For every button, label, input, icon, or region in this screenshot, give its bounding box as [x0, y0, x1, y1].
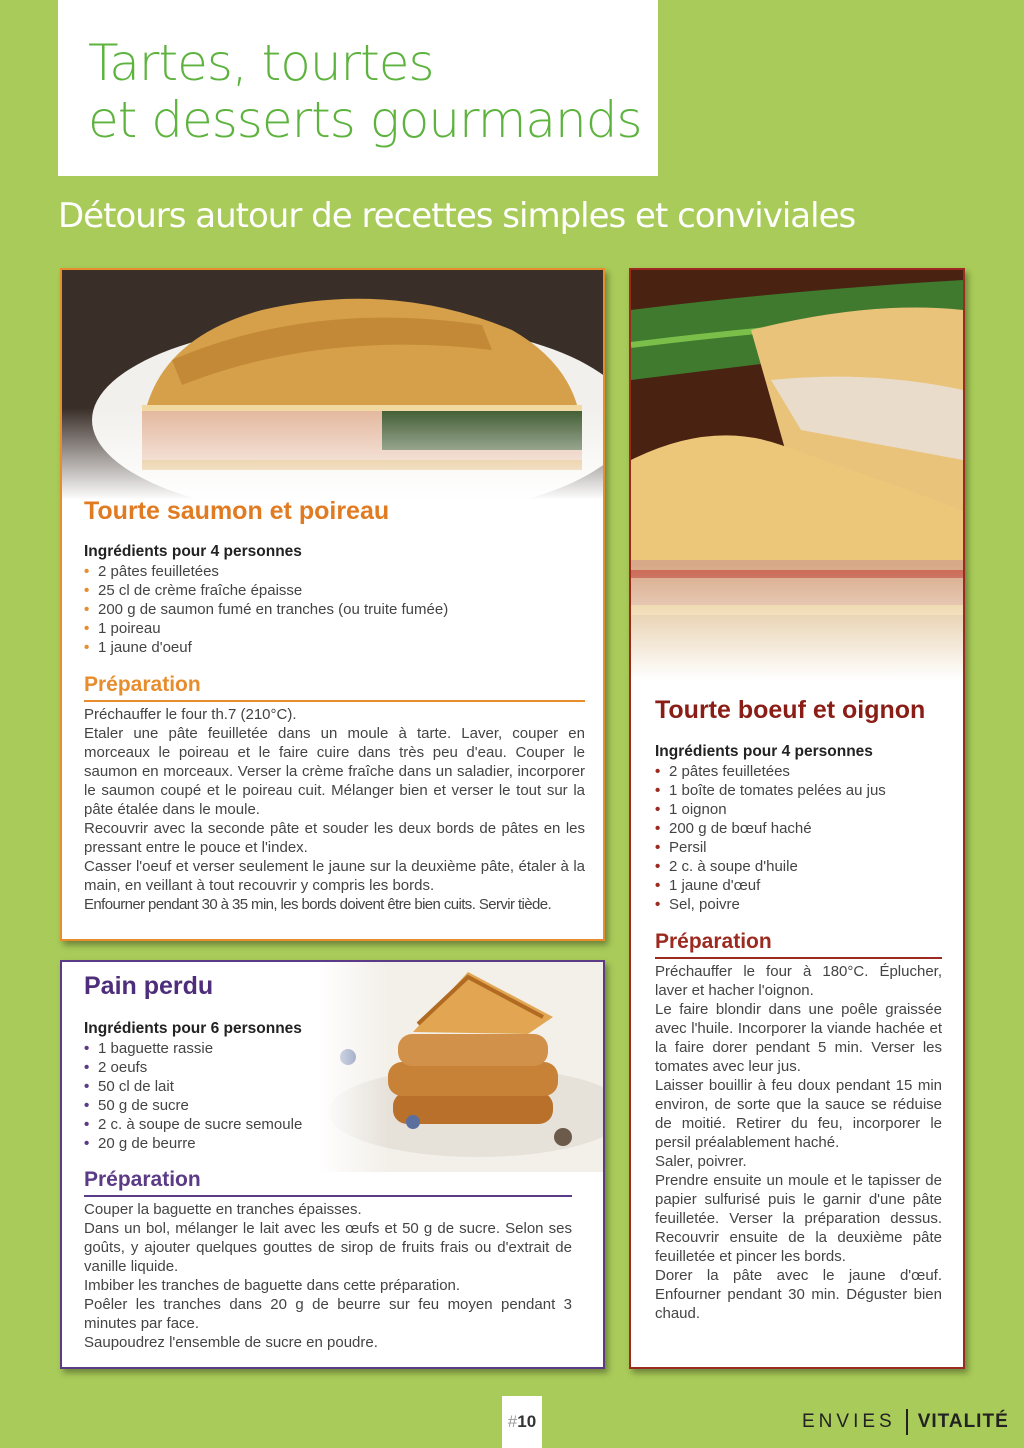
recipe-card-boeuf [629, 268, 965, 1369]
saumon-ingredients-list [84, 562, 448, 657]
brand-vitalite: VITALITÉ [917, 1411, 1009, 1433]
pain-preparation-title: Préparation [84, 1168, 201, 1191]
boeuf-prep-step: Préchauffer le four à 180°C. Éplucher, laver et hacher l'oignon. [655, 963, 942, 999]
brand-envies: ENVIES [802, 1411, 896, 1433]
saumon-prep-step: Casser l'oeuf et verser seulement le jaune sur la deuxième pâte, étaler à la main, en veillant à tout recouvrir y compris les bords. [84, 858, 585, 894]
list-item: • 2 pâtes feuilletées [655, 763, 790, 780]
pain-prep-step: Dans un bol, mélanger le lait avec les œufs et 50 g de sucre. Selon ses goûts, y ajouter quelques gouttes de sirop de fruits frais ou d'extrait de vanille liquide. [84, 1220, 572, 1275]
boeuf-prep-step: Dorer la pâte avec le jaune d'œuf. Enfourner pendant 30 min. Déguster bien chaud. [655, 1267, 942, 1322]
list-item: • 200 g de bœuf haché [655, 820, 812, 837]
pain-recipe-title: Pain perdu [84, 972, 214, 1000]
pain-prep-step: Couper la baguette en tranches épaisses. [84, 1201, 362, 1218]
pain-perdu-photo [318, 962, 603, 1172]
pain-prep-step: Saupoudrez l'ensemble de sucre en poudre. [84, 1334, 378, 1351]
saumon-preparation-text [84, 705, 585, 914]
list-item: • 1 oignon [655, 801, 727, 818]
pain-ingredients-list [84, 1039, 302, 1153]
saumon-prep-step: Préchauffer le four th.7 (210°C). [84, 706, 297, 723]
pain-preparation-rule [84, 1195, 572, 1197]
saumon-prep-step: Enfourner pendant 30 à 35 min, les bords doivent être bien cuits. Servir tiède. [84, 896, 552, 913]
pain-prep-step: Poêler les tranches dans 20 g de beurre sur feu moyen pendant 3 minutes par face. [84, 1296, 572, 1332]
boeuf-prep-step: Saler, poivrer. [655, 1153, 747, 1170]
page-number: #10 [502, 1396, 542, 1448]
list-item: • Persil [655, 839, 707, 856]
boeuf-prep-step: Prendre ensuite un moule et le tapisser de papier sulfurisé puis le garnir d'une pâte feuilletée. Verser la préparation dessus. Recouvrir ensuite de la deuxième pâte feuilletée et pincer les bords. [655, 1172, 942, 1265]
pain-preparation-text [84, 1200, 572, 1352]
boeuf-prep-step: Le faire blondir dans une poêle graissée avec l'huile. Incorporer la viande hachée et la faire dorer pendant 5 min. Verser les tomates avec leur jus. [655, 1001, 942, 1075]
title-box [58, 0, 658, 176]
list-item: • 1 baguette rassie [84, 1040, 214, 1057]
page-title-line-2: et desserts gourmands [88, 91, 642, 149]
list-item: • 1 boîte de tomates pelées au jus [655, 782, 886, 799]
recipe-card-saumon [60, 268, 605, 941]
list-item: • 1 jaune d'oeuf [84, 639, 192, 656]
list-item: • 25 cl de crème fraîche épaisse [84, 582, 303, 599]
saumon-ingredients-title: Ingrédients pour 4 personnes [84, 543, 302, 560]
pain-ingredients-title: Ingrédients pour 6 personnes [84, 1020, 302, 1037]
boeuf-recipe-title: Tourte boeuf et oignon [655, 696, 926, 724]
list-item: • 1 poireau [84, 620, 161, 637]
list-item: • 1 jaune d'œuf [655, 877, 761, 894]
list-item: • 2 c. à soupe de sucre semoule [84, 1116, 303, 1133]
magazine-brand [802, 1409, 1009, 1435]
list-item: • 20 g de beurre [84, 1135, 196, 1152]
list-item: • Sel, poivre [655, 896, 740, 913]
list-item: • 50 g de sucre [84, 1097, 189, 1114]
boeuf-preparation-rule [655, 957, 942, 959]
boeuf-ingredients-list [655, 762, 886, 914]
list-item: • 2 oeufs [84, 1059, 148, 1076]
saumon-prep-step: Recouvrir avec la seconde pâte et souder les deux bords de pâtes en les pressant entre le pouce et l'index. [84, 820, 585, 856]
list-item: • 200 g de saumon fumé en tranches (ou truite fumée) [84, 601, 449, 618]
pain-prep-step: Imbiber les tranches de baguette dans cette préparation. [84, 1277, 461, 1294]
boeuf-prep-step: Laisser bouillir à feu doux pendant 15 min environ, de sorte que la sauce se réduise de moitié. Retirer du feu, incorporer le persil préalablement haché. [655, 1077, 942, 1151]
list-item: • 2 c. à soupe d'huile [655, 858, 798, 875]
boeuf-preparation-text [655, 962, 942, 1323]
brand-divider [906, 1409, 908, 1435]
boeuf-preparation-title: Préparation [655, 930, 772, 953]
saumon-tourte-photo [62, 270, 603, 500]
boeuf-tourte-photo [631, 270, 963, 680]
recipe-card-pain-perdu [60, 960, 605, 1369]
boeuf-ingredients-title: Ingrédients pour 4 personnes [655, 743, 873, 760]
list-item: • 2 pâtes feuilletées [84, 563, 219, 580]
saumon-preparation-title: Préparation [84, 673, 201, 696]
saumon-recipe-title: Tourte saumon et poireau [84, 497, 390, 525]
list-item: • 50 cl de lait [84, 1078, 174, 1095]
page-title-line-1: Tartes, tourtes [88, 34, 434, 92]
page-subtitle: Détours autour de recettes simples et conviviales [58, 196, 856, 236]
saumon-prep-step: Etaler une pâte feuilletée dans un moule à tarte. Laver, couper en morceaux le poireau et le faire cuire dans très peu d'eau. Couper le saumon en morceaux. Verser la crème fraîche dans un saladier, incorporer le saumon coupé et le poireau cuit. Mélanger bien et verser le tout sur la pâte étalée dans le moule. [84, 725, 585, 818]
saumon-preparation-rule [84, 700, 585, 702]
